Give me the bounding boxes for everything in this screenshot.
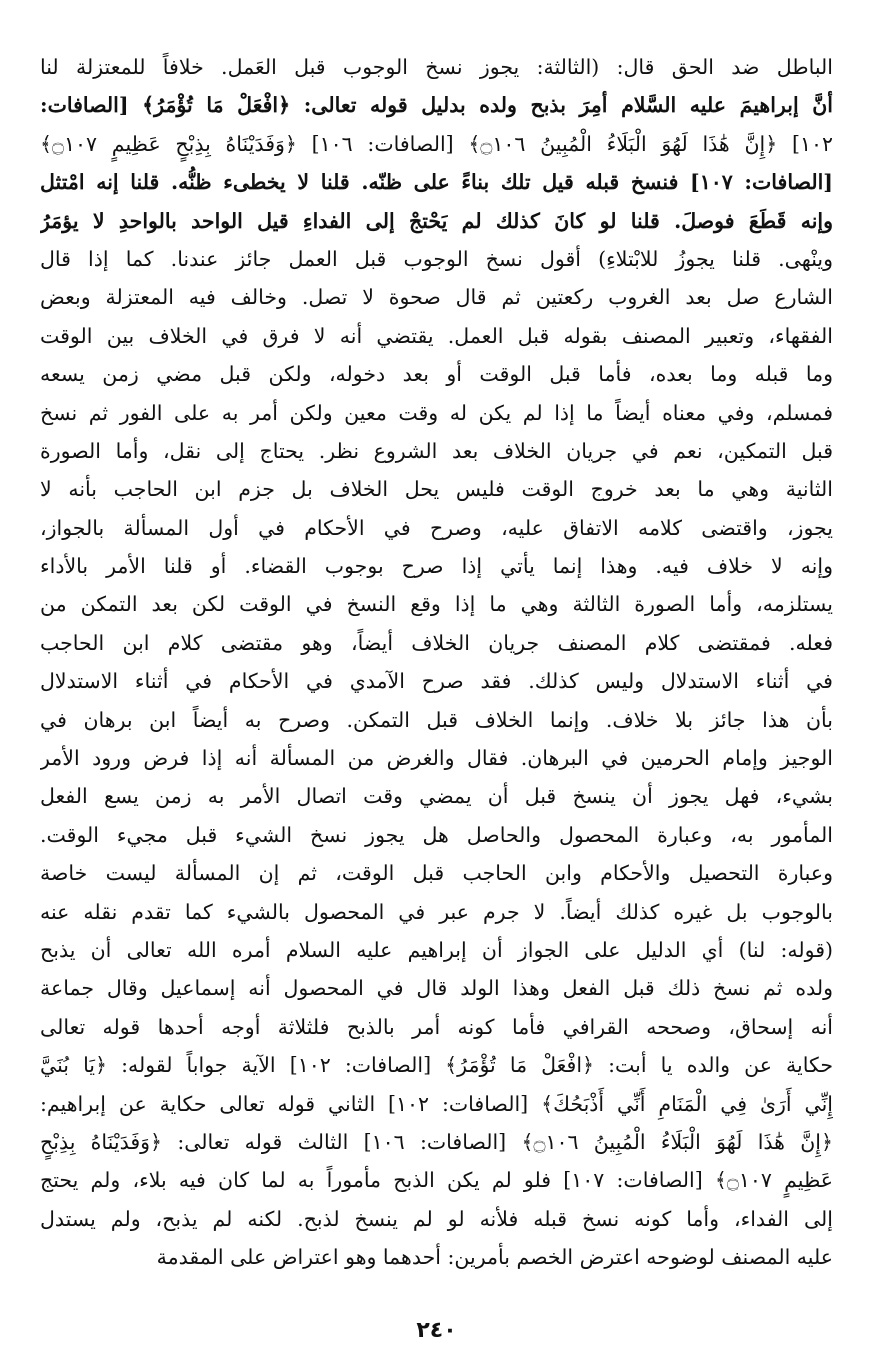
text-line: قبل التمكين، نعم في جريان الخلاف بعد الشروع نظر. يحتاج إلى نقل، وأما الصورة bbox=[40, 438, 833, 463]
text-line: المأمور به، وعبارة المحصول والحاصل هل يجوز نسخ الشيء قبل مجيء الوقت. bbox=[40, 822, 833, 847]
text-line: بالوجوب بل غيره كذلك أيضاً. لا جرم عبر في المحصول بالشيء كما تقدم نقله عنه bbox=[40, 899, 833, 924]
text-line: وعبارة التحصيل والأحكام وابن الحاجب قبل الوقت، ثم إن المسألة ليست خاصة bbox=[40, 861, 833, 886]
text-line: في أثناء الاستدلال وليس كذلك. فقد صرح الآمدي في الأحكام في أثناء الاستدلال bbox=[40, 669, 833, 694]
text-line: ١٠٢] ﴿إِنَّ هَٰذَا لَهُوَ الْبَلَاءُ الْمُبِينُ ۝١٠٦﴾ [الصافات: ١٠٦] ﴿وَفَدَيْنَاهُ بِذِبْحٍ عَظِيمٍ ۝١٠٧﴾ bbox=[40, 131, 833, 156]
text-line: إلى الفداء، وأما كونه نسخ قبله فلأنه لو لم ينسخ لذبح. لكنه لم يذبح، ولم يستدل bbox=[40, 1206, 833, 1231]
text-line: فمسلم، وفي معناه أيضاً ما إذا لم يكن له وقت معين ولكن أمر به على الفور ثم نسخ bbox=[40, 400, 833, 425]
text-line: الوجيز وإمام الحرمين في البرهان. فقال والغرض من المسألة أنه إذا فرض ورود الأمر bbox=[40, 746, 833, 771]
text-line: عليه المصنف لوضوحه اعترض الخصم بأمرين: أحدهما وهو اعتراض على المقدمة bbox=[156, 1245, 833, 1270]
text-line: (قوله: لنا) أي الدليل على الجواز أن إبراهيم عليه السلام أمره الله تعالى أن يذبح bbox=[40, 937, 833, 962]
text-line: فعله. فمقتضى كلام المصنف جريان الخلاف أيضاً، وهو مقتضى كلام ابن الحاجب bbox=[40, 630, 833, 655]
text-line: بأن هذا جائز بلا خلاف. وإنما الخلاف قبل التمكن. وصرح به أيضاً ابن برهان في bbox=[40, 707, 833, 732]
text-line: يستلزمه، وأما الصورة الثالثة وهي ما إذا وقع النسخ في الوقت لكن بعد التمكن من bbox=[40, 592, 833, 617]
text-line: الفقهاء، وتعبير المصنف بقوله قبل العمل. يقتضي أنه لا فرق في الخلاف بين الوقت bbox=[40, 323, 833, 348]
text-line: الثانية وهي ما بعد خروج الوقت فليس يحل الخلاف بل جزم ابن الحاجب بأنه لا bbox=[40, 477, 833, 502]
text-body bbox=[40, 48, 833, 1277]
text-line: وينْهى. قلنا يجوزُ للابْتلاءِ) أقول نسخ الوجوب قبل العمل جائز عندنا. كما إذا قال bbox=[40, 246, 833, 271]
text-line: ﴿إِنَّ هَٰذَا لَهُوَ الْبَلَاءُ الْمُبِينُ ۝١٠٦﴾ [الصافات: ١٠٦] الثالث قوله تعالى: ﴿وَفَدَيْنَاهُ بِذِبْحٍ bbox=[40, 1129, 833, 1154]
text-line: بشيء، فهل يجوز أن ينسخ قبل أن يمضي وقت اتصال الأمر به زمن يسع الفعل bbox=[40, 784, 833, 809]
text-line: وإنه لا خلاف فيه. وهذا إنما يأتي إذا صرح بوجوب القضاء. أو قلنا الأمر بالأداء bbox=[40, 554, 833, 579]
text-line: ولده ثم نسخ ذلك قبل الفعل وهذا الولد قال في المحصول أنه إسماعيل وقال جماعة bbox=[40, 976, 833, 1001]
text-line: وإنه قَطَعَ فوصلَ. قلنا لو كانَ كذلك لم يَحْتجْ إلى الفداءِ قيل الواحد بالواحدِ لا يؤمَرُ bbox=[40, 208, 833, 233]
text-line: وما قبله وما بعده، فأما قبل الوقت أو بعد دخوله، ولكن قبل مضي زمن يسعه bbox=[40, 362, 833, 387]
text-line: أنَّ إبراهيمَ عليه السَّلام أمِرَ بذبح ولده بدليل قوله تعالى: ﴿افْعَلْ مَا تُؤْمَرُ﴾ [الصافات: bbox=[40, 93, 833, 118]
text-line: الشارع صل بعد الغروب ركعتين ثم قال صحوة لا تصل. وخالف فيه المعتزلة وبعض bbox=[40, 285, 833, 310]
text-line: عَظِيمٍ ۝١٠٧﴾ [الصافات: ١٠٧] فلو لم يكن الذبح مأموراً به لما كان فيه بلاء، ولم يحتج bbox=[40, 1168, 833, 1193]
text-line: الباطل ضد الحق قال: (الثالثة: يجوز نسخ الوجوب قبل العَمل. خلافاً للمعتزلة لنا bbox=[40, 55, 833, 79]
text-line: [الصافات: ١٠٧] فنسخ قبله قيل تلك بناءً على ظنّه. قلنا لا يخطىء ظنُّه. قلنا إنه امْتثل bbox=[40, 170, 833, 195]
page-number: ٢٤٠ bbox=[416, 1318, 457, 1343]
text-line: إِنِّي أَرَىٰ فِي الْمَنَامِ أَنِّي أَذْبَحُكَ﴾ [الصافات: ١٠٢] الثاني قوله تعالى حكاية عن إبراهيم: bbox=[40, 1091, 833, 1116]
text-line: يجوز، واقتضى كلامه الاتفاق عليه، وصرح في الأحكام في أول المسألة بالجواز، bbox=[40, 515, 833, 540]
text-line: أنه إسحاق، وصححه القرافي فأما كونه أمر بالذبح فلثلاثة أوجه أحدها قوله تعالى bbox=[40, 1014, 833, 1039]
text-line: حكاية عن والده يا أبت: ﴿افْعَلْ مَا تُؤْمَرُ﴾ [الصافات: ١٠٢] الآية جواباً لقوله: ﴿يَا بُنَيَّ bbox=[40, 1053, 833, 1078]
